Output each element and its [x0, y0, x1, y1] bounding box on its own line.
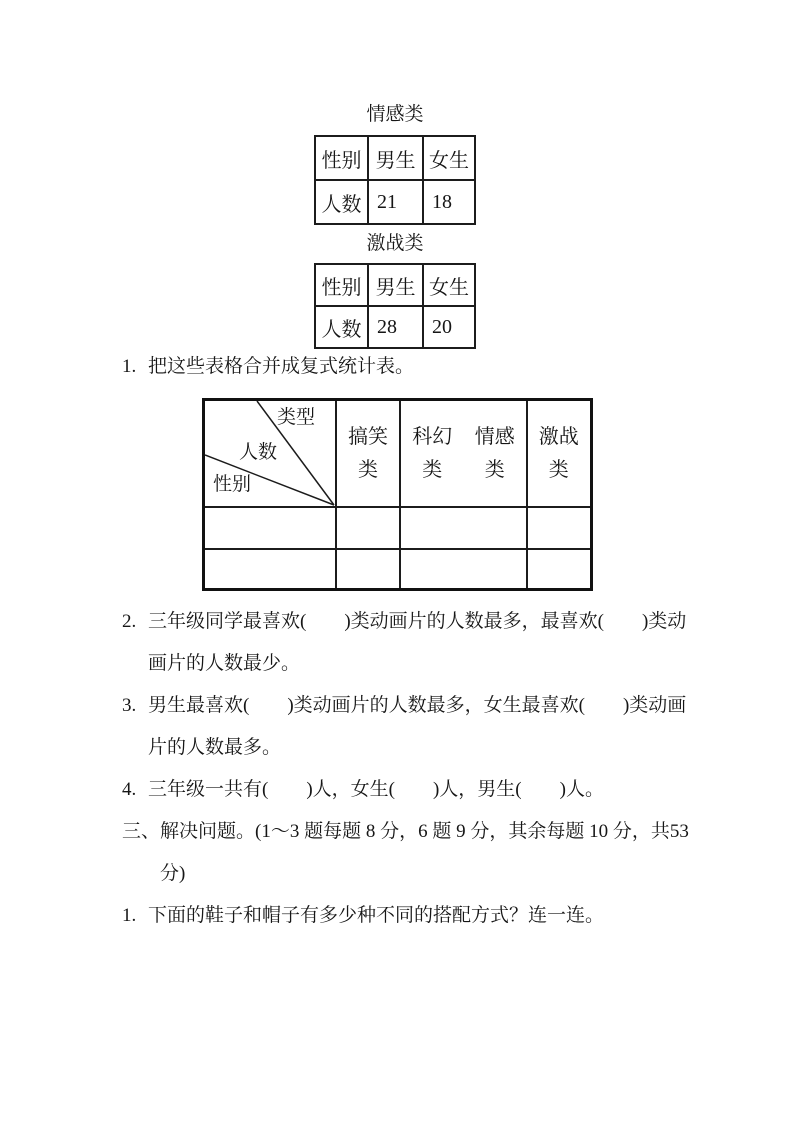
empty-cell: [336, 507, 400, 549]
count-label-cell: 人数: [315, 306, 368, 348]
gender-header-cell: 性别: [315, 136, 368, 180]
boys-header-cell: 男生: [368, 264, 423, 306]
composite-body-row: [204, 549, 592, 589]
composite-header-row: [204, 400, 592, 508]
column-header-battle: 激战 类: [527, 400, 591, 508]
section-text: 解决问题。(1～3 题每题 8 分，6 题 9 分，其余每题 10 分，共53: [160, 821, 689, 842]
question-number: 1.: [122, 905, 137, 926]
question-4: [122, 777, 604, 803]
girls-count-cell: 20: [423, 306, 475, 348]
question-text: 三年级同学最喜欢( )类动画片的人数最多，最喜欢( )类动: [148, 611, 687, 632]
column-header-scifi: 科幻 类: [412, 425, 453, 481]
question-2: [122, 609, 686, 635]
gender-header-cell: 性别: [315, 264, 368, 306]
table-row: [315, 264, 475, 306]
battle-table-title: 激战类: [366, 233, 424, 254]
empty-cell: [204, 549, 337, 589]
column-header-funny: 搞笑 类: [336, 400, 400, 508]
section-three-continuation: 分): [160, 863, 186, 884]
diagonal-header-cell: [204, 400, 337, 508]
empty-cell: [204, 507, 337, 549]
boys-header-cell: 男生: [368, 136, 423, 180]
question-text: 男生最喜欢( )类动画片的人数最多，女生最喜欢( )类动画: [148, 695, 687, 716]
question-1: [122, 354, 414, 380]
section-three-heading: [122, 819, 689, 845]
question-3-continuation: 片的人数最多。: [148, 737, 282, 758]
girls-header-cell: 女生: [423, 136, 475, 180]
question-number: 3.: [122, 695, 137, 716]
boys-count-cell: 28: [368, 306, 423, 348]
empty-cell: [400, 549, 527, 589]
corner-label-count: 人数: [239, 442, 278, 463]
corner-label-type: 类型: [277, 407, 316, 428]
empty-cell: [336, 549, 400, 589]
section-three-question-1: [122, 903, 604, 929]
table-row: [315, 180, 475, 224]
column-header-scifi-emotion: [400, 400, 527, 508]
table-row: [315, 306, 475, 348]
column-header-emotion: 情感 类: [474, 425, 515, 481]
question-text: 三年级一共有( )人，女生( )人，男生( )人。: [148, 779, 604, 800]
count-label-cell: 人数: [315, 180, 368, 224]
emotion-table: [314, 135, 476, 225]
question-3: [122, 693, 686, 719]
question-number: 2.: [122, 611, 137, 632]
question-2-continuation: 画片的人数最少。: [148, 653, 301, 674]
question-text: 下面的鞋子和帽子有多少种不同的搭配方式？连一连。: [148, 905, 605, 926]
section-number: 三、: [122, 821, 161, 842]
question-number: 1.: [122, 356, 137, 377]
empty-cell: [527, 549, 591, 589]
battle-table: [314, 263, 476, 349]
empty-cell: [527, 507, 591, 549]
empty-cell: [400, 507, 527, 549]
question-number: 4.: [122, 779, 137, 800]
boys-count-cell: 21: [368, 180, 423, 224]
question-text: 把这些表格合并成复式统计表。: [148, 356, 415, 377]
emotion-table-title: 情感类: [366, 104, 424, 125]
corner-label-gender: 性别: [213, 474, 252, 495]
girls-header-cell: 女生: [423, 264, 475, 306]
girls-count-cell: 18: [423, 180, 475, 224]
composite-table: [202, 398, 593, 591]
composite-body-row: [204, 507, 592, 549]
table-row: [315, 136, 475, 180]
